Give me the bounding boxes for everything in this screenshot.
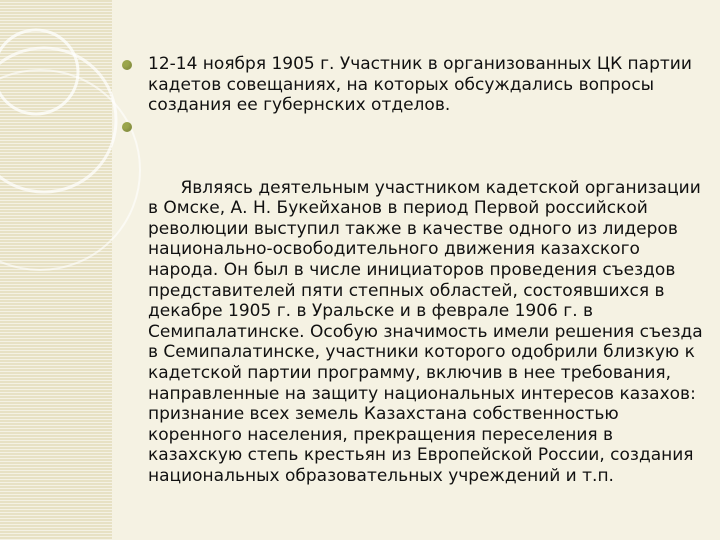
bullet-item	[120, 54, 710, 116]
bullet-list	[120, 54, 710, 528]
bullet-text: Являясь деятельным участником кадетской организации в Омске, А. Н. Букейханов в период Первой российской революции выступил также в качестве одного из лидеров национально-освободительного движения казахского народа. Он был в числе инициаторов проведения съездов представителей пяти степных областей, состоявшихся в декабре 1905 г. в Уральске и в феврале 1906 г. в Семипалатинске. Особую значимость имели решения съезда в Семипалатинске, участники которого одобрили близкую к кадетской партии программу, включив в нее требования, направленные на защиту национальных интересов казахов: признание всех земель Казахстана собственностью коренного населения, прекращения переселения в казахскую степь крестьян из Европейской России, создания национальных образовательных учреждений и т.п.	[148, 177, 709, 486]
slide-content	[120, 54, 710, 528]
bullet-dot-icon	[122, 122, 132, 132]
bullet-item	[120, 116, 710, 528]
bullet-dot-icon	[122, 60, 132, 70]
bullet-text: 12-14 ноября 1905 г. Участник в организованных ЦК партии кадетов совещаниях, на которых обсуждались вопросы создания ее губернских отделов.	[148, 54, 692, 116]
